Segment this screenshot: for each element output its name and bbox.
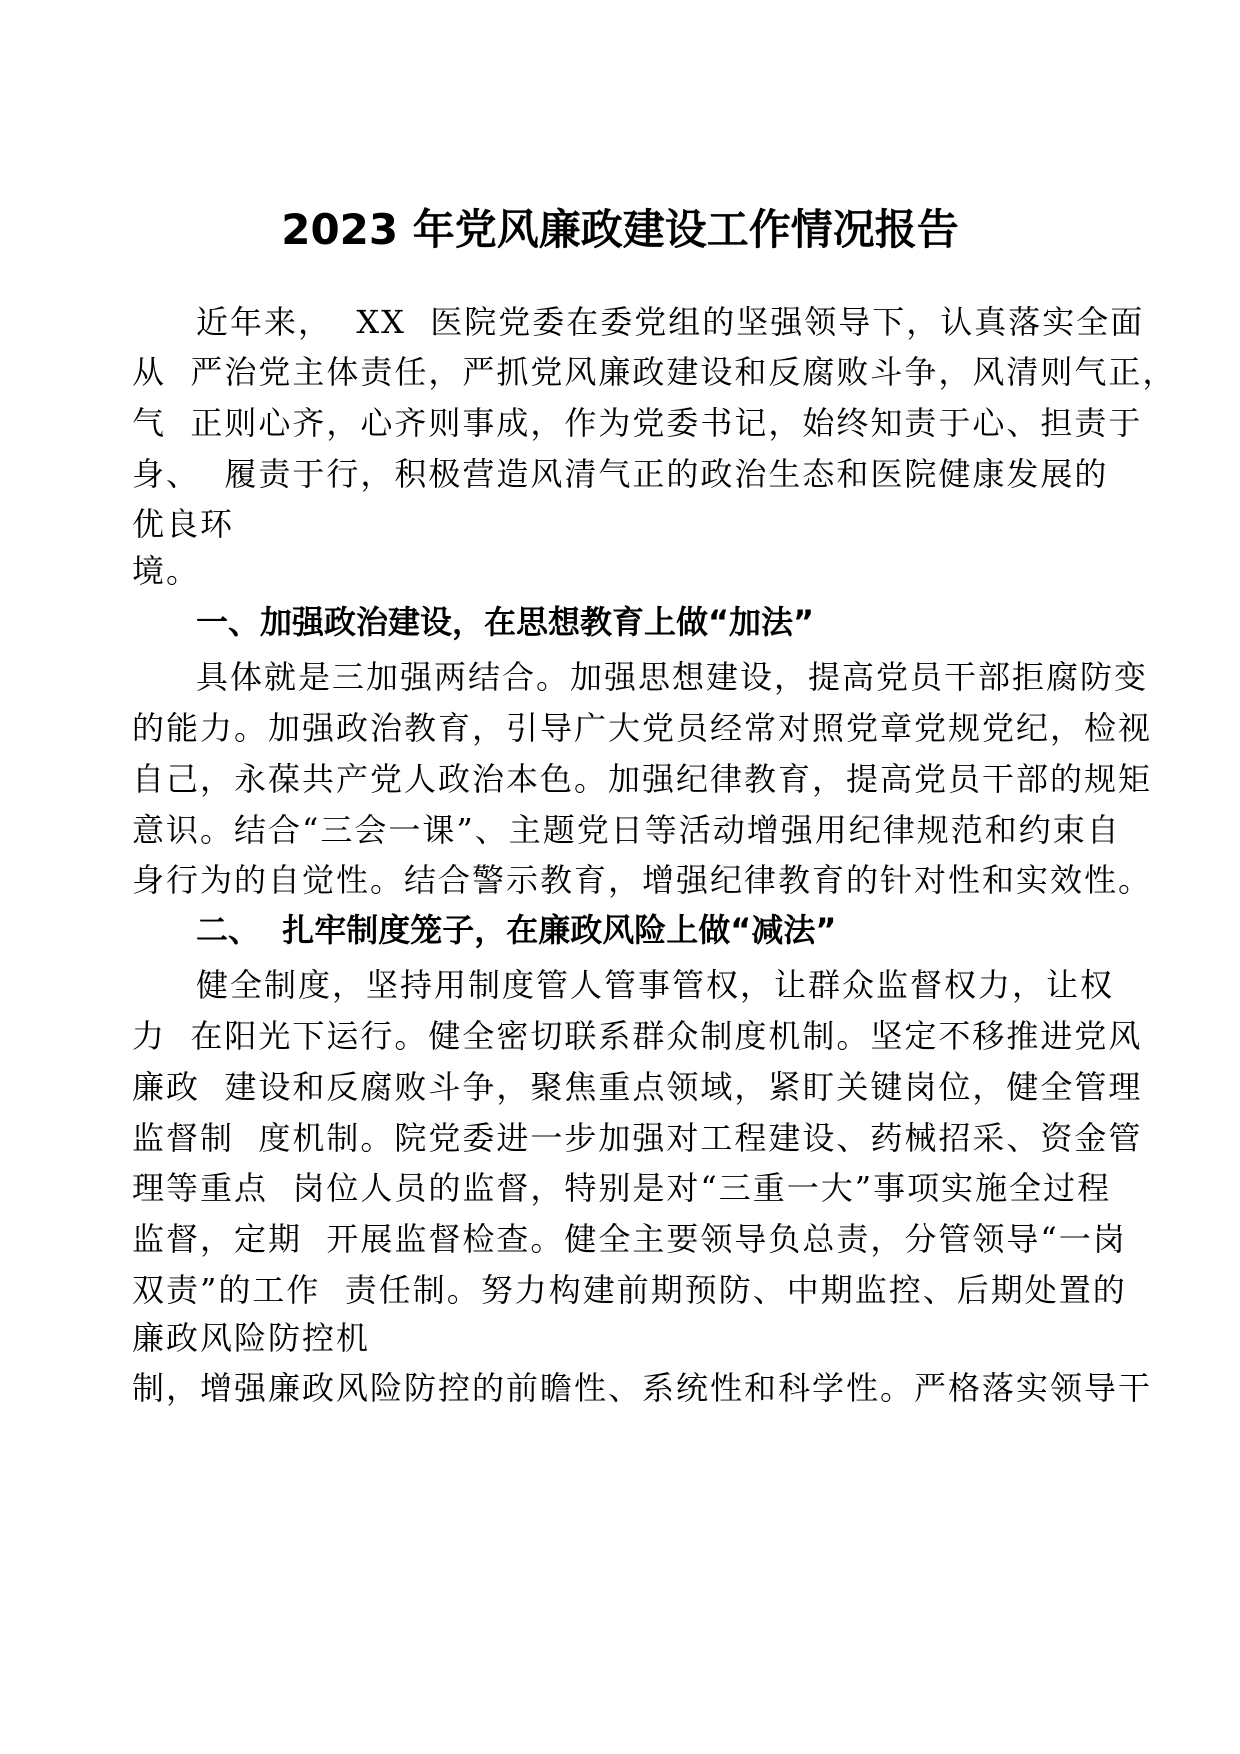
paragraph-line: 身、 履责于行，积极营造风清气正的政治生态和医院健康发展的: [132, 455, 1109, 493]
section-heading: 二、 扎牢制度笼子，在廉政风险上做“减法”: [196, 911, 837, 949]
paragraph-line: 监督制 度机制。院党委进一步加强对工程建设、药械招采、资金管: [132, 1119, 1143, 1157]
document-title: 2023 年党风廉政建设工作情况报告: [281, 205, 959, 254]
paragraph-line: 监督，定期 开展监督检查。健全主要领导负总责，分管领导“一岗: [132, 1220, 1127, 1258]
paragraph-line: 双责”的工作 责任制。努力构建前期预防、中期监控、后期处置的: [132, 1271, 1127, 1309]
paragraph-line: 身行为的自觉性。结合警示教育，增强纪律教育的针对性和实效性。: [132, 861, 1153, 899]
section-heading: 一、加强政治建设，在思想教育上做“加法”: [196, 603, 815, 641]
paragraph-line: 意识。结合“三会一课”、主题党日等活动增强用纪律规范和约束自: [132, 811, 1121, 849]
paragraph-line: 自己，永葆共产党人政治本色。加强纪律教育，提高党员干部的规矩: [132, 760, 1153, 798]
paragraph-line: 力 在阳光下运行。健全密切联系群众制度机制。坚定不移推进党风: [132, 1017, 1143, 1055]
paragraph-line: 廉政风险防控机: [132, 1319, 371, 1357]
paragraph-line: 制，增强廉政风险防控的前瞻性、系统性和科学性。严格落实领导干: [132, 1369, 1153, 1407]
paragraph-line: 健全制度，坚持用制度管人管事管权，让群众监督权力，让权: [196, 966, 1115, 1004]
paragraph-line: 廉政 建设和反腐败斗争，聚焦重点领域，紧盯关键岗位，健全管理: [132, 1068, 1143, 1106]
paragraph-line: 优良环: [132, 505, 235, 543]
paragraph-line: 气 正则心齐，心齐则事成，作为党委书记，始终知责于心、担责于: [132, 404, 1143, 442]
paragraph-line: 的能力。加强政治教育，引导广大党员经常对照党章党规党纪，检视: [132, 709, 1153, 747]
paragraph-line: 近年来， XX 医院党委在委党组的坚强领导下，认真落实全面: [196, 303, 1145, 341]
paragraph-line: 理等重点 岗位人员的监督，特别是对“三重一大”事项实施全过程: [132, 1169, 1112, 1207]
paragraph-line: 具体就是三加强两结合。加强思想建设，提高党员干部拒腐防变: [196, 658, 1149, 696]
paragraph-line: 境。: [132, 552, 201, 590]
paragraph-line: 从 严治党主体责任，严抓党风廉政建设和反腐败斗争，风清则气正，: [132, 353, 1177, 391]
